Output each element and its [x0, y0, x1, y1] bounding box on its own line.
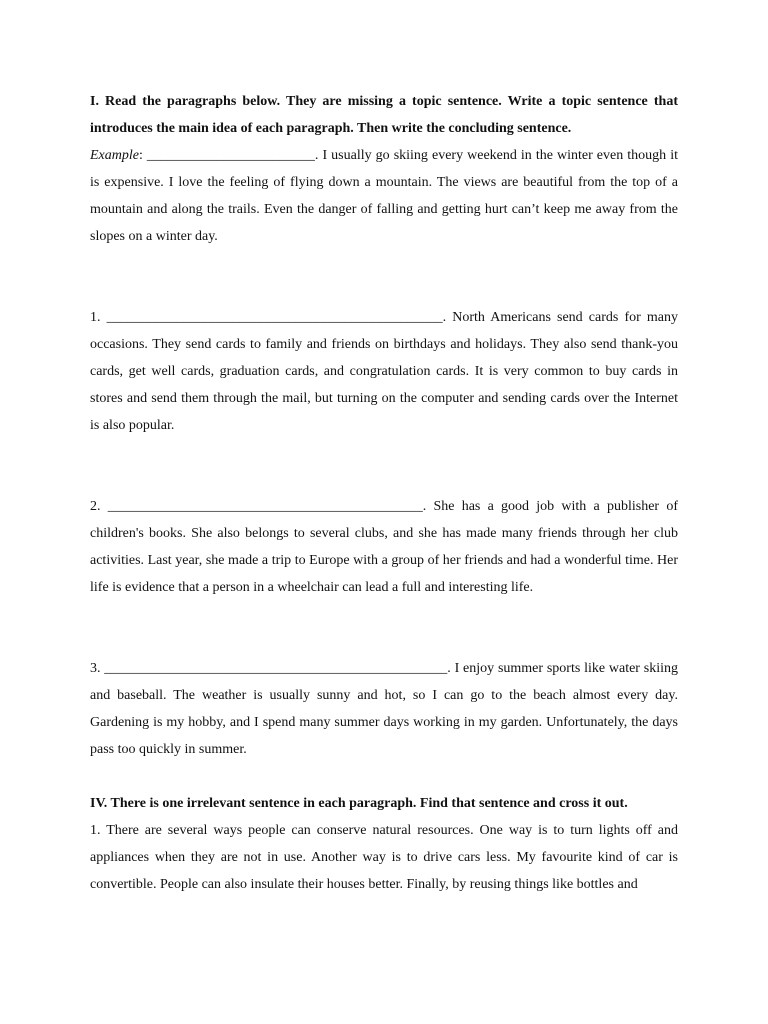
- worksheet-page: [90, 88, 678, 898]
- spacer: [90, 763, 678, 790]
- example-paragraph: [90, 142, 678, 250]
- paragraph-1: 1. ________________________________________________. North Americans send cards for many occasions. They send cards to family and friends on birthdays and holidays. They also send thank-you cards, get well cards, graduation cards, and congratulation cards. It is very common to buy cards in stores and send them through the mail, but turning on the computer and sending cards over the Internet is also popular.: [90, 310, 678, 433]
- example-blank: : ________________________: [138, 148, 315, 163]
- spacer: [90, 601, 678, 655]
- example-label: Example: [90, 148, 139, 163]
- example-text: . I usually go skiing every weekend in the winter even though it is expensive. I love the feeling of flying down a mountain. The views are beautiful from the top of a mountain and along the trails. Even the danger of falling and getting hurt can’t keep me away from the slopes on a winter day.: [90, 148, 678, 244]
- spacer: [90, 250, 678, 304]
- spacer: [90, 439, 678, 493]
- section-1-heading: I. Read the paragraphs below. They are missing a topic sentence. Write a topic sentence that introduces the main idea of each paragraph. Then write the concluding sentence.: [90, 94, 678, 136]
- paragraph-3: 3. _________________________________________________. I enjoy summer sports like water skiing and baseball. The weather is usually sunny and hot, so I can go to the beach almost every day. Gardening is my hobby, and I spend many summer days working in my garden. Unfortunately, the days pass too quickly in summer.: [90, 661, 678, 757]
- paragraph-2: 2. _____________________________________________. She has a good job with a publisher of children's books. She also belongs to several clubs, and she has made many friends through her club activities. Last year, she made a trip to Europe with a group of her friends and had a wonderful time. Her life is evidence that a person in a wheelchair can lead a full and interesting life.: [90, 499, 678, 595]
- section-4-heading: IV. There is one irrelevant sentence in each paragraph. Find that sentence and cross it out.: [90, 796, 628, 811]
- section-4-paragraph-1: 1. There are several ways people can conserve natural resources. One way is to turn lights off and appliances when they are not in use. Another way is to drive cars less. My favourite kind of car is convertible. People can also insulate their houses better. Finally, by reusing things like bottles and: [90, 823, 678, 892]
